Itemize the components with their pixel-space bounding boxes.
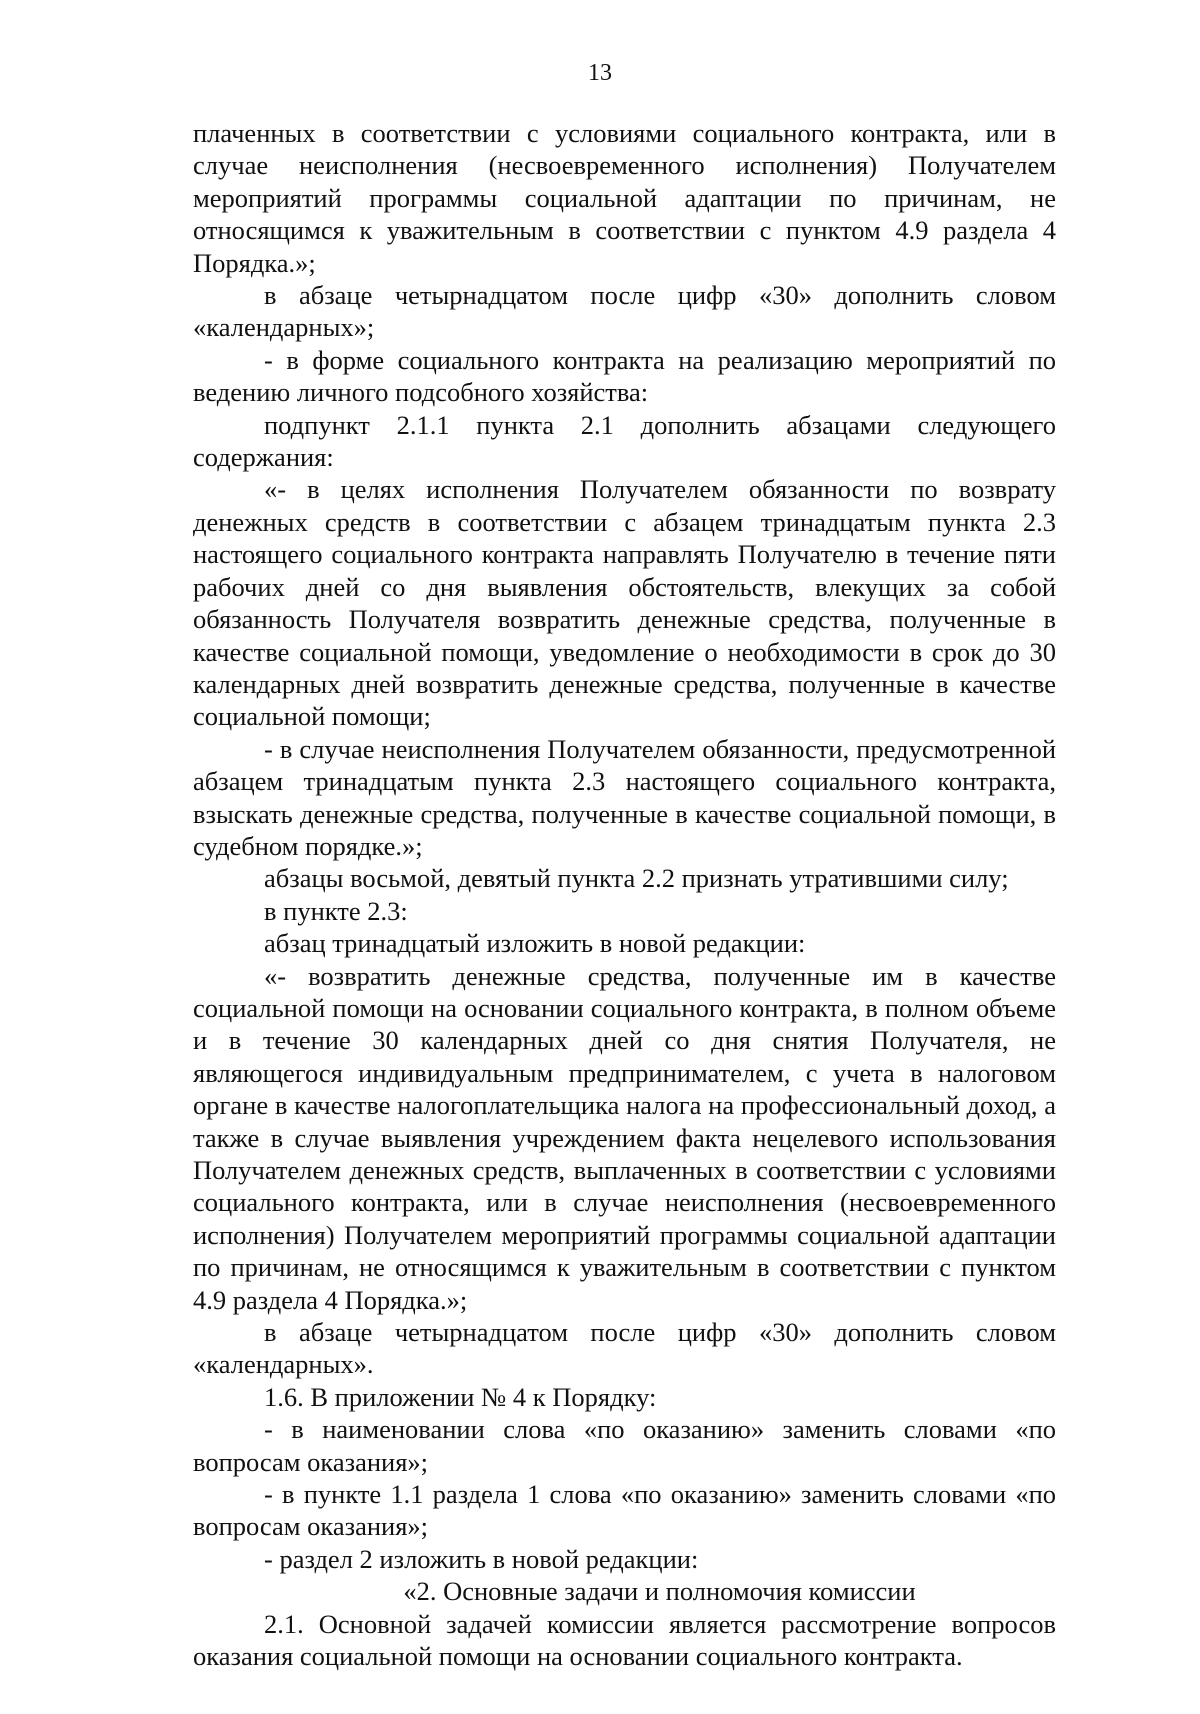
paragraph: «- возвратить денежные средства, полученные им в качестве социальной помощи на основании социального контракта, в полном объеме и в течение 30 календарных дней со дня снятия Получателя, не являющегося индивидуальным предпринимателем, с учета в налоговом органе в качестве налогоплательщика налога на профессиональный доход, а также в случае выявления учреждением факта нецелевого использования Получателем денежных средств, выплаченных в соответствии с условиями социального контракта, или в случае неисполнения (несвоевременного исполнения) Получателем мероприятий программы социальной адаптации по причинам, не относящимся к уважительным в соответствии с пунктом 4.9 раздела 4 Порядка.»; — [193, 960, 1056, 1315]
section-heading: «2. Основные задачи и полномочия комиссии — [403, 1576, 916, 1607]
paragraph: - в случае неисполнения Получателем обязанности, предусмотренной абзацем тринадцатым пункта 2.3 настоящего социального контракта, взыскать денежные средства, полученные в качестве социальной помощи, в судебном порядке.»; — [193, 733, 1056, 861]
paragraph: - в пункте 1.1 раздела 1 слова «по оказанию» заменить словами «по вопросам оказания»; — [193, 1479, 1056, 1542]
paragraph: в абзаце четырнадцатом после цифр «30» дополнить словом «календарных». — [193, 1317, 1056, 1380]
paragraph: «- в целях исполнения Получателем обязанности по возврату денежных средств в соответствии с абзацем тринадцатым пункта 2.3 настоящего социального контракта направлять Получателю в течение пяти рабочих дней со дня выявления обстоятельств, влекущих за собой обязанность Получателя возвратить денежные средства, полученные в качестве социальной помощи, уведомление о необходимости в срок до 30 календарных дней возвратить денежные средства, полученные в качестве социальной помощи; — [193, 474, 1056, 732]
paragraph: плаченных в соответствии с условиями социального контракта, или в случае неисполнения (несвоевременного исполнения) Получателем мероприятий программы социальной адаптации по причинам, не относящимся к уважительным в соответствии с пунктом 4.9 раздела 4 Порядка.»; — [193, 118, 1056, 278]
paragraph: - раздел 2 изложить в новой редакции: — [264, 1543, 699, 1574]
page-number: 13 — [588, 60, 612, 86]
paragraph: подпункт 2.1.1 пункта 2.1 дополнить абзацами следующего содержания: — [193, 409, 1056, 473]
paragraph: абзац тринадцатый изложить в новой редакции: — [264, 928, 806, 959]
paragraph: абзацы восьмой, девятый пункта 2.2 признать утратившими силу; — [264, 863, 1009, 894]
paragraph: в пункте 2.3: — [264, 895, 408, 926]
paragraph: - в форме социального контракта на реализацию мероприятий по ведению личного подсобного хозяйства: — [193, 344, 1056, 408]
paragraph: 2.1. Основной задачей комиссии является рассмотрение вопросов оказания социальной помощи на основании социального контракта. — [193, 1608, 1056, 1672]
paragraph: 1.6. В приложении № 4 к Порядку: — [264, 1381, 657, 1412]
document-body — [193, 117, 1056, 1673]
paragraph: в абзаце четырнадцатом после цифр «30» дополнить словом «календарных»; — [193, 280, 1056, 343]
paragraph: - в наименовании слова «по оказанию» заменить словами «по вопросам оказания»; — [193, 1414, 1056, 1477]
